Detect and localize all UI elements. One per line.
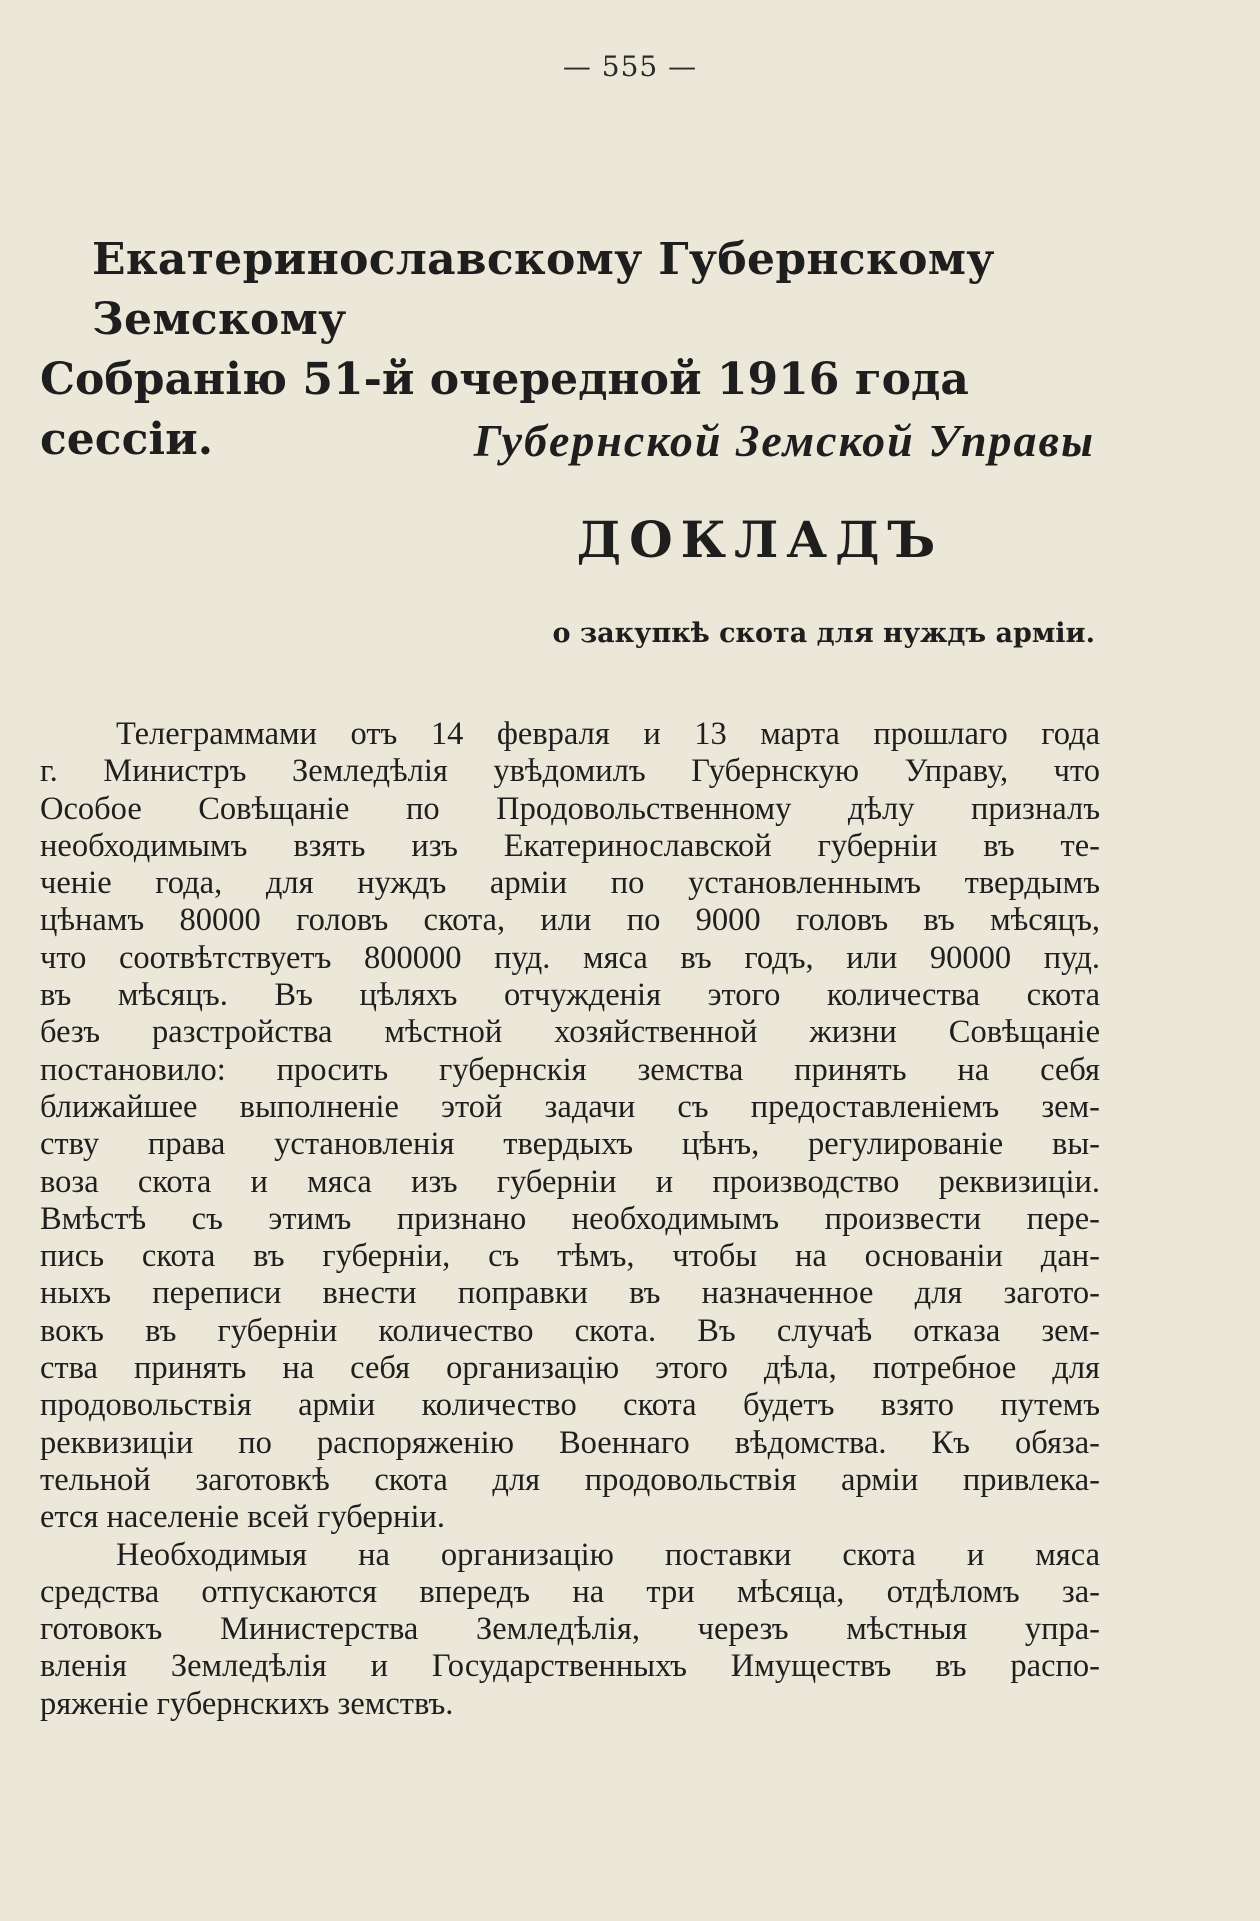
report-body [40,716,1100,1723]
text-line: цѣнамъ 80000 головъ скота, или по 9000 головъ въ мѣсяцъ, [40,902,1100,939]
text-line: Вмѣстѣ съ этимъ признано необходимымъ произвести пере- [40,1200,1100,1237]
text-line: ныхъ переписи внести поправки въ назначенное для загото- [40,1275,1100,1312]
report-topic: о закупкѣ скота для нуждъ арміи. [552,618,1095,649]
text-line: г. Министръ Земледѣлія увѣдомилъ Губернскую Управу, что [40,753,1100,790]
text-line: Необходимыя на организацію поставки скота и мяса [116,1536,1100,1573]
text-line: Телеграммами отъ 14 февраля и 13 марта прошлаго года [116,716,1100,752]
text-line: средства отпускаются впередъ на три мѣсяца, отдѣломъ за- [40,1573,1100,1610]
page-number: — 555 — [562,50,698,83]
text-line: необходимымъ взять изъ Екатеринославской губерніи въ те- [40,827,1100,864]
text-line: ближайшее выполненіе этой задачи съ предоставленіемъ зем- [40,1088,1100,1125]
text-line: ства принять на себя организацію этого дѣла, потребное для [40,1350,1100,1387]
text-line: вленія Земледѣлія и Государственныхъ Имуществъ въ распо- [40,1648,1100,1685]
text-line: вокъ въ губерніи количество скота. Въ случаѣ отказа зем- [40,1312,1100,1349]
text-line: Особое Совѣщаніе по Продовольственному дѣлу призналъ [40,790,1100,827]
text-line: реквизиціи по распоряженію Военнаго вѣдомства. Къ обяза- [40,1424,1100,1461]
report-heading: ДОКЛАДЪ [576,510,944,569]
text-line: ству права установленія твердыхъ цѣнъ, регулированіе вы- [40,1126,1100,1163]
text-line: что соотвѣтствуетъ 800000 пуд. мяса въ годъ, или 90000 пуд. [40,939,1100,976]
text-line: тельной заготовкѣ скота для продовольствія арміи привлека- [40,1461,1100,1498]
text-line: безъ разстройства мѣстной хозяйственной жизни Совѣщаніе [40,1014,1100,1051]
text-line: готовокъ Министерства Земледѣлія, черезъ мѣстныя упра- [40,1611,1100,1648]
text-line: пись скота въ губерніи, съ тѣмъ, чтобы на основаніи дан- [40,1238,1100,1275]
text-line: въ мѣсяцъ. Въ цѣляхъ отчужденія этого количества скота [40,977,1100,1014]
text-line: ряженіе губернскихъ земствъ. [40,1685,454,1722]
subtitle-board: Губернской Земской Управы [473,415,1095,466]
text-line: ченіе года, для нуждъ арміи по установленнымъ твердымъ [40,865,1100,902]
title-line-2: Собранію 51-й очередной 1916 года сессіи. [40,354,969,465]
text-line: воза скота и мяса изъ губерніи и производство реквизиціи. [40,1163,1100,1200]
title-line-1: Екатеринославскому Губернскому Земскому [92,234,995,345]
paragraph-1 [40,716,1100,1537]
paragraph-2 [40,1537,1100,1723]
text-line: постановило: просить губернскія земства принять на себя [40,1051,1100,1088]
text-line: продовольствія арміи количество скота будетъ взято путемъ [40,1387,1100,1424]
text-line: ется населеніе всей губерніи. [40,1499,445,1536]
